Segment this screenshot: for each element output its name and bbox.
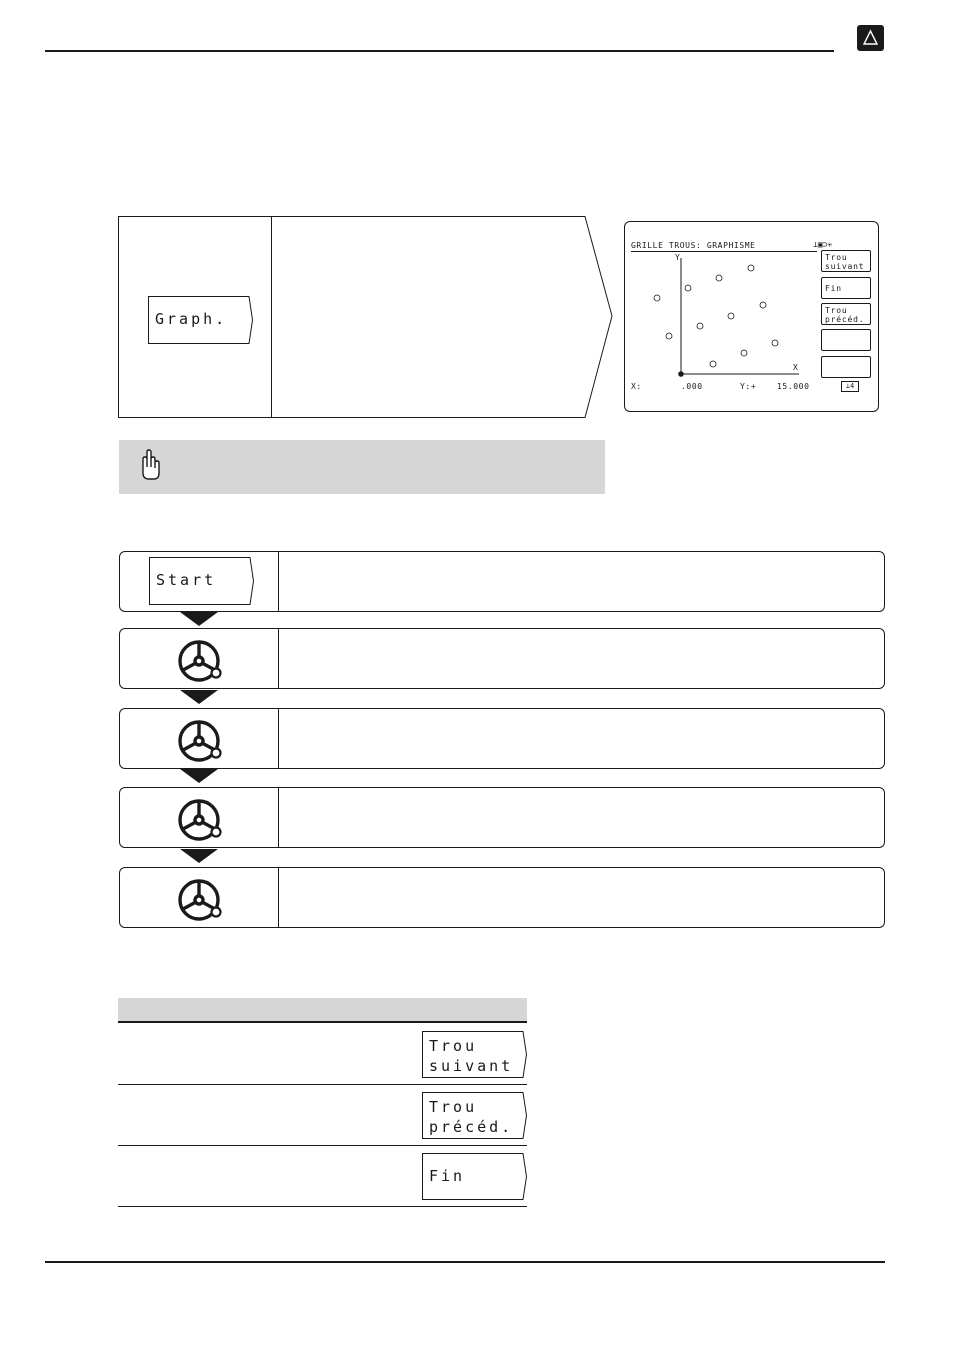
handwheel-icon [177, 637, 225, 685]
step-arrow [180, 769, 218, 783]
prev-hole-softkey[interactable] [422, 1092, 528, 1139]
table-row [118, 1024, 527, 1085]
end-softkey[interactable] [422, 1153, 528, 1200]
softkey-label-line2: suivant [429, 1057, 514, 1075]
step-divider [278, 629, 279, 688]
readout-x-label: X: [631, 382, 642, 391]
softkey-label-line2: précéd. [429, 1118, 514, 1136]
next-hole-softkey[interactable] [422, 1031, 528, 1078]
readout-tool-box: ⊥4 [841, 381, 859, 392]
screen-status-icons: ⊥▣⊃✳ [813, 240, 833, 249]
screen-softkey-line: Fin [825, 284, 842, 293]
hole-plot [631, 252, 815, 378]
screen-axis-y: Y [675, 253, 680, 262]
step-divider [278, 868, 279, 927]
start-softkey[interactable] [149, 557, 255, 605]
table-row [118, 1146, 527, 1207]
softkey-label-line1: Trou [429, 1098, 478, 1116]
screen-softkey-next-hole[interactable] [821, 250, 871, 272]
screen-softkey-line: suivant [825, 262, 865, 271]
screen-title: GRILLE TROUS: GRAPHISME [631, 241, 756, 250]
step-divider [278, 788, 279, 847]
graph-softkey-label: Graph. [155, 310, 228, 328]
step-arrow [180, 690, 218, 704]
screen-softkey-empty[interactable] [821, 356, 871, 378]
note-box [119, 440, 605, 494]
step-handwheel-1 [119, 628, 885, 689]
graph-softkey[interactable] [148, 296, 254, 344]
step-divider [278, 552, 279, 611]
step-arrow [180, 612, 218, 626]
screen-softkey-line: Trou [825, 306, 848, 315]
handwheel-icon [177, 796, 225, 844]
screen-softkey-line: précéd. [825, 315, 865, 324]
readout-y-label: Y:+ [740, 382, 757, 391]
footer-rule [45, 1261, 885, 1263]
screen-softkey-prev-hole[interactable] [821, 303, 871, 325]
step-handwheel-4 [119, 867, 885, 928]
step-handwheel-2 [119, 708, 885, 769]
readout-y-value: 15.000 [777, 382, 810, 391]
header-rule [45, 50, 834, 52]
table-row [118, 1085, 527, 1146]
screen-softkey-line: Trou [825, 253, 848, 262]
step-start [119, 551, 885, 612]
graphic-screen [624, 221, 879, 412]
graph-instruction-panel [118, 216, 618, 418]
screen-softkey-end[interactable] [821, 277, 871, 299]
screen-softkey-empty[interactable] [821, 329, 871, 351]
handwheel-icon [177, 876, 225, 924]
start-softkey-label: Start [156, 571, 217, 589]
triangle-warning-icon [857, 25, 884, 51]
handwheel-icon [177, 717, 225, 765]
step-divider [278, 709, 279, 768]
screen-axis-x: X [793, 363, 798, 372]
hand-pointing-icon [139, 449, 163, 481]
table-header [118, 998, 527, 1023]
softkey-label-line1: Fin [429, 1167, 466, 1185]
readout-x-value: .000 [681, 382, 703, 391]
step-handwheel-3 [119, 787, 885, 848]
softkey-label-line1: Trou [429, 1037, 478, 1055]
step-arrow [180, 849, 218, 863]
